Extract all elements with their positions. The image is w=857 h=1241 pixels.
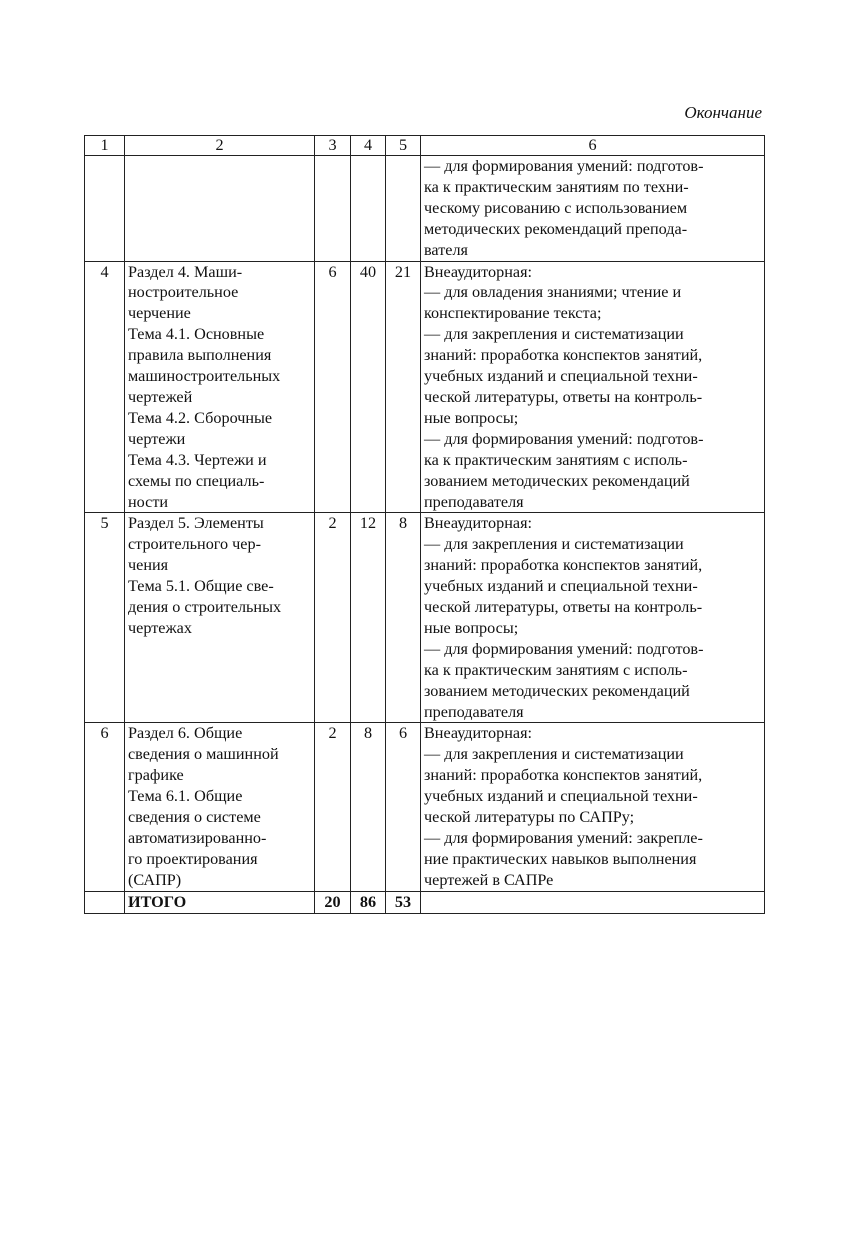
header-cell-3: 3 [315, 136, 351, 156]
row-number: 4 [85, 261, 125, 513]
activity-description-line: — для закрепления и систематизации [424, 535, 684, 554]
hours-col5: 21 [386, 261, 421, 513]
section-title-line: Раздел 5. Элементы [128, 514, 264, 533]
activity-description-line: знаний: проработка конспектов занятий, [424, 556, 703, 575]
hours-col5: 6 [386, 723, 421, 891]
activity-description-line: — для овладения знаниями; чтение и [424, 283, 682, 302]
total-hours-col4: 86 [351, 891, 386, 913]
table-row [85, 156, 765, 262]
activity-description-line: вателя [424, 240, 468, 259]
activity-description-line: ческой литературы по САПРу; [424, 808, 635, 827]
activity-description-line: — для закрепления и систематизации [424, 325, 684, 344]
total-cell-empty [85, 891, 125, 913]
activity-description-line: ка к практическим занятиям по техни- [424, 177, 689, 196]
hours-col4: 40 [351, 261, 386, 513]
row-number: 6 [85, 723, 125, 891]
header-row [85, 136, 765, 156]
activity-description-line: преподавателя [424, 702, 524, 721]
section-title-line: сведения о машинной [128, 745, 279, 764]
activity-description [421, 513, 765, 723]
hours-col5: 8 [386, 513, 421, 723]
section-title-line: машиностроительных [128, 367, 281, 386]
table-row [85, 513, 765, 723]
table-caption: Окончание [684, 103, 762, 122]
section-title-line: (САПР) [128, 870, 182, 889]
section-title [125, 156, 315, 262]
activity-description [421, 723, 765, 891]
section-title-line: Тема 4.1. Основные [128, 325, 265, 344]
total-hours-col5: 53 [386, 891, 421, 913]
hours-col3: 6 [315, 261, 351, 513]
activity-description [421, 261, 765, 513]
section-title-line: Тема 6.1. Общие [128, 787, 243, 806]
activity-description-line: — для формирования умений: подготов- [424, 157, 704, 175]
section-title-line: чертежи [128, 429, 186, 448]
total-label: ИТОГО [125, 891, 315, 913]
section-title [125, 513, 315, 723]
activity-description-line: Внеаудиторная: [424, 262, 533, 281]
header-cell-6: 6 [421, 136, 765, 156]
section-title [125, 261, 315, 513]
activity-description-line: преподавателя [424, 492, 524, 511]
activity-description-line: Внеаудиторная: [424, 514, 533, 533]
activity-description-line: зованием методических рекомендаций [424, 681, 690, 700]
total-hours-col3: 20 [315, 891, 351, 913]
row-number [85, 156, 125, 262]
header-cell-1: 1 [85, 136, 125, 156]
activity-description-line: ка к практическим занятиям с исполь- [424, 660, 688, 679]
activity-description-line: ческому рисованию с использованием [424, 198, 688, 217]
activity-description-line: знаний: проработка конспектов занятий, [424, 766, 703, 785]
hours-col3: 2 [315, 513, 351, 723]
section-title-line: схемы по специаль- [128, 471, 265, 490]
section-title-line: Тема 5.1. Общие све- [128, 577, 274, 596]
activity-description-line: чертежей в САПРе [424, 870, 554, 889]
activity-description-line: — для закрепления и систематизации [424, 745, 684, 764]
section-title-line: черчение [128, 304, 191, 323]
activity-description-line: — для формирования умений: подготов- [424, 639, 704, 658]
section-title-line: строительного чер- [128, 535, 261, 554]
section-title-line: Тема 4.2. Сборочные [128, 408, 273, 427]
section-title-line: ности [128, 492, 169, 511]
total-row [85, 891, 765, 913]
section-title-line: автоматизированно- [128, 829, 267, 847]
section-title-line: ностроительное [128, 283, 239, 302]
hours-col5 [386, 156, 421, 262]
hours-col4 [351, 156, 386, 262]
hours-col4: 8 [351, 723, 386, 891]
activity-description-line: ческой литературы, ответы на контроль- [424, 387, 703, 406]
activity-description-line: конспектирование текста; [424, 304, 602, 323]
activity-description-line: учебных изданий и специальной техни- [424, 577, 698, 596]
header-cell-4: 4 [351, 136, 386, 156]
total-cell-notes-empty [421, 891, 765, 913]
activity-description-line: знаний: проработка конспектов занятий, [424, 346, 703, 365]
curriculum-table [84, 135, 765, 914]
activity-description-line: ка к практическим занятиям с исполь- [424, 450, 688, 469]
section-title-line: чертежах [128, 618, 192, 637]
activity-description-line: методических рекомендаций препода- [424, 219, 688, 238]
section-title-line: Раздел 4. Маши- [128, 262, 243, 281]
header-cell-5: 5 [386, 136, 421, 156]
table-row [85, 723, 765, 891]
section-title-line: графике [128, 766, 184, 785]
activity-description-line: Внеаудиторная: [424, 724, 533, 743]
table-row [85, 261, 765, 513]
section-title-line: чения [128, 556, 169, 575]
hours-col4: 12 [351, 513, 386, 723]
activity-description-line: — для формирования умений: подготов- [424, 429, 704, 448]
activity-description-line: — для формирования умений: закрепле- [424, 829, 703, 847]
section-title-line: го проектирования [128, 849, 258, 868]
section-title-line: правила выполнения [128, 346, 272, 365]
activity-description [421, 156, 765, 262]
activity-description-line: ческой литературы, ответы на контроль- [424, 598, 703, 617]
section-title-line: Раздел 6. Общие [128, 724, 243, 743]
header-cell-2: 2 [125, 136, 315, 156]
activity-description-line: ные вопросы; [424, 408, 519, 427]
activity-description-line: ные вопросы; [424, 618, 519, 637]
table-body [85, 156, 765, 892]
activity-description-line: зованием методических рекомендаций [424, 471, 690, 490]
section-title [125, 723, 315, 891]
activity-description-line: учебных изданий и специальной техни- [424, 787, 698, 806]
activity-description-line: ние практических навыков выполнения [424, 849, 697, 868]
section-title-line: сведения о системе [128, 808, 261, 827]
hours-col3 [315, 156, 351, 262]
section-title-line: дения о строительных [128, 598, 282, 617]
activity-description-line: учебных изданий и специальной техни- [424, 367, 698, 386]
row-number: 5 [85, 513, 125, 723]
section-title-line: чертежей [128, 387, 193, 406]
hours-col3: 2 [315, 723, 351, 891]
section-title-line: Тема 4.3. Чертежи и [128, 450, 267, 469]
